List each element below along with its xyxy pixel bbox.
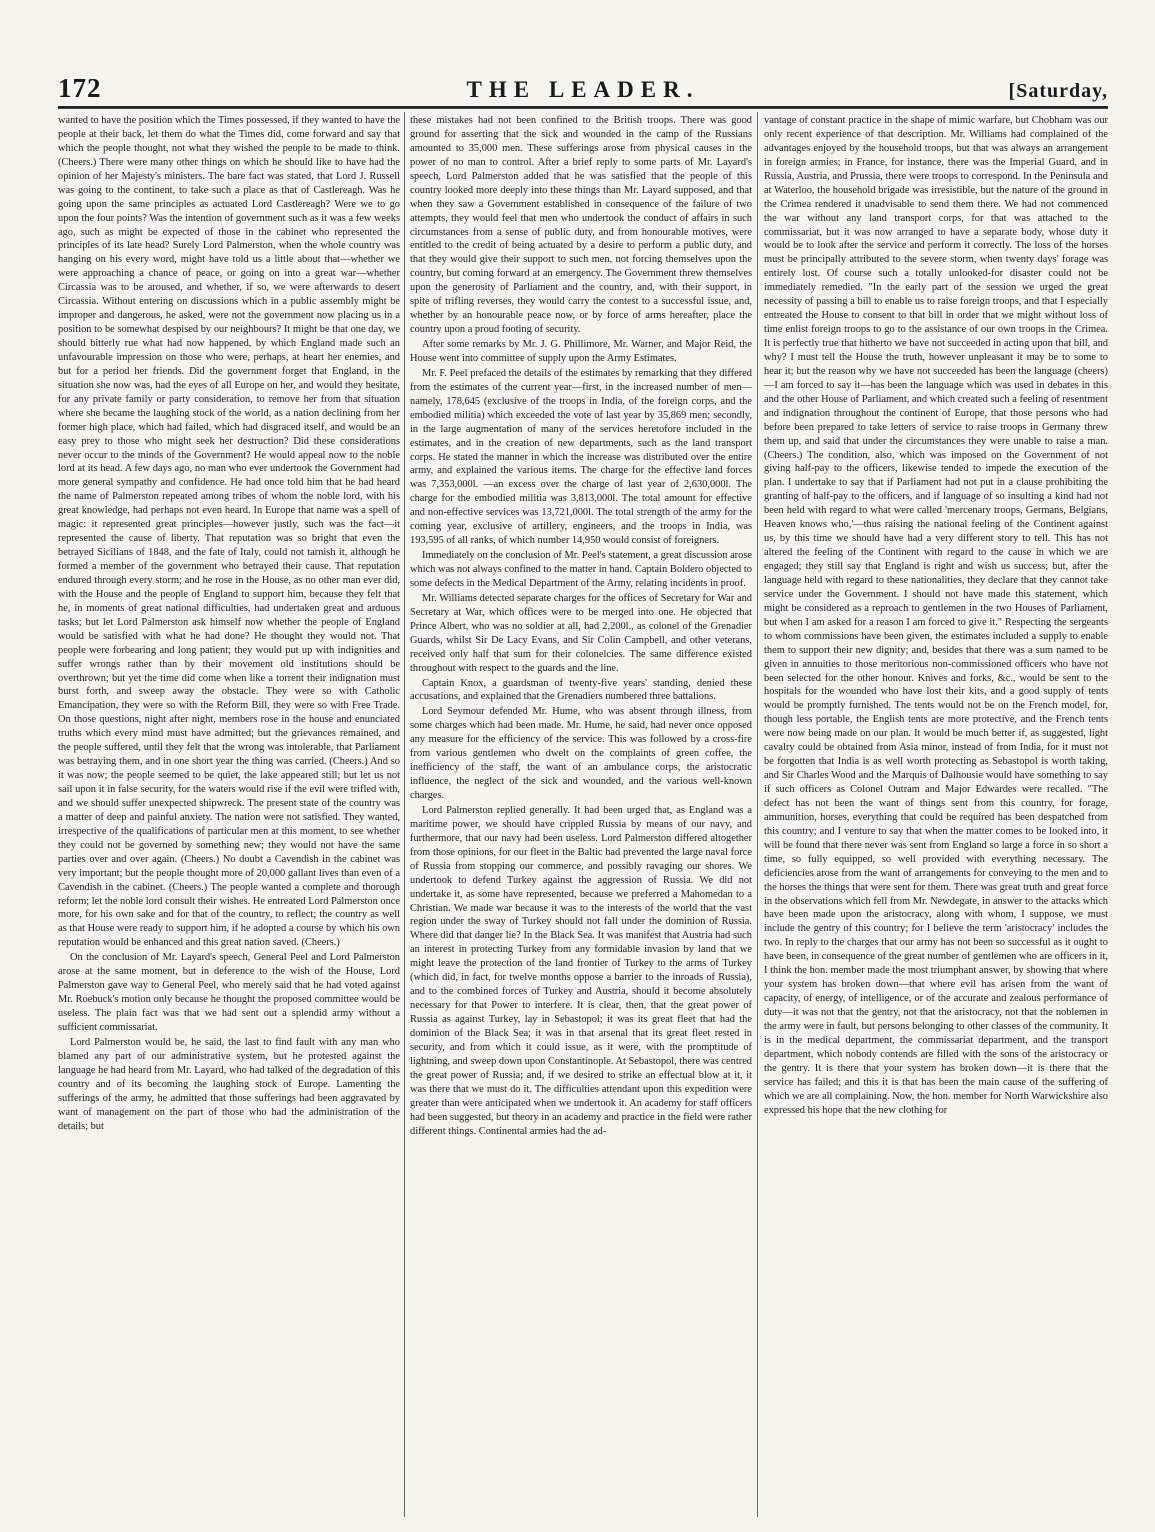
column-divider bbox=[757, 112, 758, 1517]
column-divider bbox=[404, 112, 405, 1517]
page-header bbox=[58, 72, 1108, 108]
issue-day: [Saturday, bbox=[1008, 80, 1108, 102]
paragraph: Immediately on the conclusion of Mr. Peel's statement, a great discussion arose which was not always confined to the matter in hand. Captain Boldero objected to some defects in the Medical Department of the Army, relating incidents in proof. bbox=[410, 550, 752, 589]
text-column-3 bbox=[764, 114, 1108, 1514]
paragraph: vantage of constant practice in the shape of mimic warfare, but Chobham was our only recent experience of that description. Mr. Williams had complained of the advantages enjoyed by the household troops, but that was always an arrangement in foreign armies; in France, for instance, there was the Imperial Guard, and in Russia, Austria, and Prussia, there were troops to correspond. In the Peninsula and at Waterloo, the household brigade was irresistible, but the nature of the ground in the Crimea rendered it unadvisable to send them there. We had not commenced the war without any land transport corps, for that was attached to the commissariat, but it was now arranged to have a separate body, whose duty it would be to look after the service and perform it correctly. The loss of the horses must be principally attributed to the severe storm, when twenty days' forage was entirely lost. Of course such a totally unlooked-for disaster could not be immediately remedied. "In the early part of the session we urged the great necessity of passing a bill to enable us to raise foreign troops, and that I especially entreated the House to consent to that bill in order that we might without loss of time enlist foreign troops to go to the assistance of our own troops in the Crimea. It is perfectly true that hitherto we have not succeeded in acting upon that bill, and why? I must tell the House the truth, however unpleasant it may be to some to hear it; but the reason why we have not succeeded has been the language (cheers)—I am forced to say it—has been the language which was used in debates in this and the other House of Parliament, and which created such a feeling of resentment and indignation throughout the continent of Europe, that those persons who had before been prepared to take letters of service to raise troops in Germany threw them up, and said that under the circumstances they were unable to raise a man. (Cheers.) The condition, also, which was imposed on the Government of not giving half-pay to the officers, likewise tended to impede the execution of the plan. I undertake to say that if Parliament had not put in a clause prohibiting the granting of half-pay to the officers, and if language of so insulting a kind had not been held with regard to what were called 'mercenary troops, Germans, Belgians, Heaven knows who,'—thus raising the national feeling of the Continent against us, by this time we should have had a very different story to tell. This has not altered the feeling of the Continent with regard to the cause in which we are engaged; they still say that England is right and wish us success; but, after the language held with regard to these nationalities, they declare that they cannot take service under the Government. I should not have made this statement, which might be considered as a reproach to gentlemen in the two Houses of Parliament, but when I am asked for a reason I am forced to give it." Respecting the sergeants to whom commissions have been given, the estimates included a supply to enable them to support their new dignity; and, besides that there was a sum named to be given in annuities to those meritorious non-commissioned officers who have not been selected for the other honour. Knives and forks, &c., would be sent to the hospitals for the wounded who have lost their kits, and a good supply of tents would be promptly furnished. The tents would not be on the French model, for, though less portable, the English tents are more protective, and the French tents were now being made on our plan. It would be much better if, as suggested, light cavalry could be obtained from Asia minor, instead of from India, for it must not be forgotten that India is as well worth protecting as Sebastopol is worth taking, and Sir Charles Wood and the Marquis of Dalhousie would have something to say if such officers as Colonel Outram and Major Edwardes were recalled. "The defect has not been the want of things sent from this country, for forage, ammunition, horses, everything that could be required has been despatched from this country; and I venture to say that when the matter comes to be looked into, it will be found that there never was sent from England so large a force in so short a time, so fully equipped, so well provided with everything necessary. The deficiencies arose from the want of arrangements for conveying to the men and to the horses the things that were sent for them. There was great truth and great force in the observations which fell from Mr. Newdegate, in answer to the attacks which have been made upon the aristocracy, along with whom, I suppose, we must include the gentry of this country; for I believe the term 'aristocracy' includes the two. In reply to the charges that our army has not been so successful as it ought to have been, in consequence of the great number of gentlemen who are officers in it, I think the hon. member made the most triumphant answer, by showing that where your system has broken down—that where evil has arisen from the want of capacity, of energy, of intelligence, or of the accurate and zealous performance of duty—it was not that the gentry, not that the aristocracy, not that the noblemen in the army were in fault, but persons belonging to other classes of the community. It is in the medical department, the commissariat department, and the transport department, which nobody contends are filled with the sons of the aristocracy or the gentry. It is there that your system has broken down—it is there that the service has failed; and this it is that has been the main cause of the suffering of which we are all complaining. Now, the hon. member for North Warwickshire also expressed his hope that the new clothing for bbox=[764, 115, 1108, 1116]
text-column-2 bbox=[410, 114, 752, 1514]
page-number: 172 bbox=[58, 73, 102, 103]
paragraph: these mistakes had not been confined to the British troops. There was good ground for asserting that the sick and wounded in the camp of the Russians amounted to 35,000 men. These sufferings arose from physical causes in the power of no man to control. After a brief reply to some parts of Mr. Layard's speech, Lord Palmerston added that he was satisfied that the people of this country looked more deeply into these things than Mr. Layard supposed, and that when they saw a Government established in consequence of the failure of two attempts, they would feel that men who undertook the conduct of affairs in such circumstances from a sense of public duty, and from honourable motives, were entitled to the credit of being actuated by a desire to perform a public duty, and that they would give their support to such men, not forcing themselves upon the country, but coming forward at an emergency. The Government threw themselves upon the generosity of Parliament and the country, and, with their support, in spite of trifling reverses, they would carry the contest to a successful issue, and, whether by an honourable peace now, or by force of arms hereafter, place the country upon a proud footing of security. bbox=[410, 115, 752, 336]
paragraph: Lord Palmerston replied generally. It had been urged that, as England was a maritime power, we should have crippled Russia by means of our navy, and furthermore, that our navy had been useless. Lord Palmerston differed altogether from those opinions, for our fleet in the Baltic had prevented the large naval force of Russia from stopping our commerce, and possibly ravaging our shores. We undertook to defend Turkey against the aggression of Russia. We did not undertake it, as some have represented, because we preferred a Mahomedan to a Christian. We made war because it was to the interests of the world that the vast region under the sway of Turkey should not fall under the dominion of Russia. Where did that danger lie? In the Black Sea. It was manifest that Austria had such an interest in protecting Turkey from any formidable invasion by land that we might leave the protection of the land frontier of Turkey to the arms of Turkey (which did, in fact, for twelve months oppose a barrier to the inroads of Russia), and to the combined forces of Turkey and Austria, should it become absolutely necessary for that Power to interfere. It is clear, then, that the great power of Russia as against Turkey, lay in Sebastopol; it was its great fleet that had the dominion of the Black Sea; it was in that arsenal that its great fleet rested in security, and from which it could issue, as it were, with the promptitude of lightning, and sweep down upon Constantinople. At Sebastopol, there was centred the great power of Russia; and, if we desired to strike an effectual blow at it, it was there that we must do it. The difficulties attendant upon this expedition were greater than were anticipated when we undertook it. An academy for staff officers had been suggested, but theory in an academy and practice in the field were rather different things. Continental armies had the ad- bbox=[410, 804, 752, 1137]
paragraph: On the conclusion of Mr. Layard's speech, General Peel and Lord Palmerston arose at the same moment, but in deference to the wish of the House, Lord Palmerston gave way to General Peel, who merely said that he had voted against Mr. Roebuck's motion only because he thought the proposed committee would be useless. The plain fact was that we had sent out a splendid army without a sufficient commissariat. bbox=[58, 952, 400, 1033]
paragraph: Captain Knox, a guardsman of twenty-five years' standing, denied these accusations, and explained that the Grenadiers numbered three battalions. bbox=[410, 677, 752, 703]
text-column-1 bbox=[58, 114, 400, 1514]
header-rule bbox=[58, 108, 1108, 109]
paragraph: Lord Seymour defended Mr. Hume, who was absent through illness, from some charges which had been made. Mr. Hume, he said, had never once opposed any measure for the efficiency of the service. This was followed by a cross-fire from various gentlemen who dwelt on the complaints of green coffee, the inefficiency of the staff, the want of an ambulance corps, the aristocratic influence, the neglect of the sick and wounded, and the various well-known charges. bbox=[410, 706, 752, 801]
masthead-title: THE LEADER. bbox=[466, 77, 700, 102]
paragraph: Lord Palmerston would be, he said, the last to find fault with any man who blamed any part of our administrative system, but he protested against the language he had heard from Mr. Layard, who had talked of the degradation of this country and of its becoming the laughing stock of Europe. Lamenting the sufferings of the army, he admitted that those sufferings had been aggravated by want of management on the part of those who had the administration of the details; but bbox=[58, 1036, 400, 1132]
paragraph: wanted to have the position which the Times possessed, if they wanted to have the people at their back, let them do what the Times did, come forward and say that which the people thought, not what they wished the people to be made to think. (Cheers.) There were many other things on which he should like to have had the opinion of her Majesty's ministers. The bare fact was stated, that Lord J. Russell was going to the continent, to take such a place as that of Castlereagh. Was he going upon the same principles as actuated Lord Castlereagh? Were we to go upon the four points? Was the intention of government such as it was a few weeks ago, such as might be expected of those in the cabinet who represented the principles of its late head? Surely Lord Palmerston, when the whole country was hanging on his every word, might have told us a little about that—whether we were approaching a chance of peace, or going on into a great war—whether Circassia was to be aroused, and whether, if so, we were afterwards to desert Circassia. Without entering on discussions which in a public assembly might be improper and dangerous, he asked, were not the government now placing us in a position to be somewhat despised by our neighbours? It might be that one day, we should bitterly rue what had now happened, by which England made such an unfavourable impression on those who were, perhaps, at heart her enemies, and but for a period her friends. Did the government forget that England, in the situation she now was, had the eyes of all Europe on her, and would they hesitate, for any private family or party consideration, to remove her from that situation where she became the laughing stock of the world, as a nation declining from her former high place, which had failed, which had disgraced itself, and would be an easy prey to those who might seek her destruction? Did these considerations never occur to the minds of the Government? He would appeal now to the noble lord at its head. A few days ago, no man who ever undertook the Government had more general sympathy and confidence. He had once told him that he had heard the name of Palmerston repeated among tribes of whom the noble lord, with his great knowledge, had perhaps not even heard. In Europe that name was a spell of magic: it represented great principles—however justly, such was the fact—it represented the cause of liberty. That reputation was so bright that even the betrayed Sicilians of 1848, and the fate of Italy, could not tarnish it, although he formed a member of the government who betrayed their cause. That reputation endured through every storm; and he rose in the House, as no other man ever did, with the House and the people of England to support him, because they felt that he, in moments of great national difficulties, had undertaken great and arduous tasks; but let Lord Palmerston ask himself now whether the people of England would be satisfied with what he had done? He thought they would not. That people were forbearing and long patient; they would put up with indignities and suffer wrongs rather than by their movement old institutions should be overthrown; but yet the time did come when like a torrent their indignation must burst forth, and sweep away the obstacle. They were so with Catholic Emancipation, they were so with the Reform Bill, they were so with Free Trade. On those questions, night after night, members rose in the house and enunciated truths which every mind must have admitted; but the grievances remained, and the people suffered, until they felt that the wrong was intolerable, that Parliament was betraying them, and in one short year the thing was carried. (Cheers.) And so it was now; the people seemed to be quiet, the lake appeared still; but let us not sail upon it in false security, for the waters would rise if the evil were trifled with, and we should suffer unexpected shipwreck. The present state of the country was a matter of deep and painful anxiety. The nation were not satisfied. They wanted, irrespective of the qualifications of particular men at this moment, to see whether they could not be governed by something new; they would not have the same parties over and over again. (Cheers.) No doubt a Cavendish in the cabinet was very important; but the people thought more of 20,000 gallant lives than even of a Cavendish in the cabinet. (Cheers.) The people wanted a complete and thorough reform; let the noble lord consult their wishes. He entreated Lord Palmerston once more, for his own sake and for that of the country, to reflect; the country as well as that House were ready to support him, if he adopted a course by which his own reputation would be enhanced and this great nation saved. (Cheers.) bbox=[58, 115, 400, 949]
paragraph: Mr. Williams detected separate charges for the offices of Secretary for War and Secretary at War, which offices were to be merged into one. He objected that Prince Albert, who was no soldier at all, had 2,200l., as colonel of the Grenadier Guards, whilst Sir De Lacy Evans, and Sir Colin Campbell, and other veterans, received only half that sum for their colonelcies. The same difference existed throughout with respect to the guards and the line. bbox=[410, 592, 752, 674]
paragraph: Mr. F. Peel prefaced the details of the estimates by remarking that they differed from the estimates of the current year—first, in the increased number of men—namely, 178,645 (exclusive of the troops in India, of the foreign corps, and the embodied militia) which exceeded the vote of last year by 35,869 men; secondly, in the large augmentation of many of the services heretofore included in the estimates, and in the creation of new departments, such as the land transport corps. He stated the manner in which the increase was distributed over the entire army, and explained the various items. The charge for the effective land forces was 7,353,000l. —an excess over the charge of last year of 2,630,000l. The charge for the embodied militia was 3,813,000l. The total amount for effective and non-effective services was 13,721,000l. The total strength of the army for the coming year, exclusive of artillery, engineers, and the troops in India, was 193,595 of all ranks, of which number 14,950 would consist of foreigners. bbox=[410, 367, 752, 547]
paragraph: After some remarks by Mr. J. G. Phillimore, Mr. Warner, and Major Reid, the House went into committee of supply upon the Army Estimates. bbox=[410, 339, 752, 364]
